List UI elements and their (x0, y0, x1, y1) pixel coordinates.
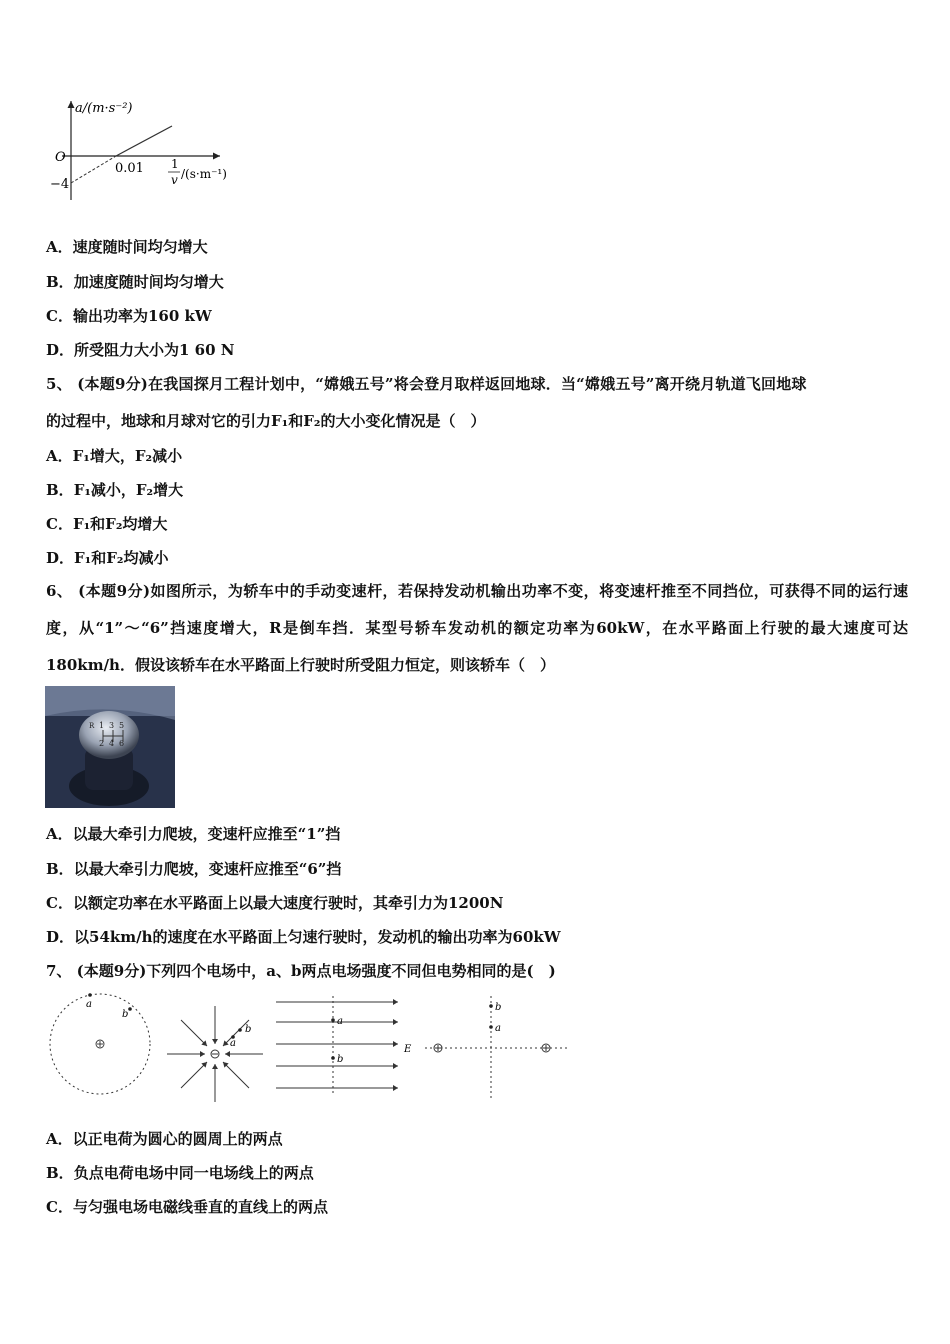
acceleration-graph (40, 95, 260, 207)
x-label-denominator: v (171, 173, 178, 187)
q7-option-c[interactable]: C．与匀强电场电磁线垂直的直线上的两点 (46, 1198, 328, 1216)
q6-stem: 6、 (本题9分)如图所示，为轿车中的手动变速杆，若保持发动机输出功率不变，将变速杆推至不同挡位，可获得不同的运行速度，从“1”～“6”挡速度增大，R是倒车挡．某型号轿车发动机的额定功率为60kW，在水平路面上行驶的最大速度可达180km/h．假设该轿车在水平路面上行驶时所受阻力恒定，则该轿车（ ） (46, 582, 908, 674)
y-intercept-label: −4 (50, 177, 70, 192)
gear-shift-photo (45, 686, 175, 808)
fig4-point-b: b (495, 1002, 502, 1013)
x-tick-label: 0.01 (115, 161, 144, 176)
fig4-point-a: a (495, 1023, 501, 1034)
q6-option-a[interactable]: A．以最大牵引力爬坡，变速杆应推至“1”挡 (46, 825, 341, 843)
q5-stem-line2: 的过程中，地球和月球对它的引力F₁和F₂的大小变化情况是（ ） (46, 412, 486, 430)
q6-option-b[interactable]: B．以最大牵引力爬坡，变速杆应推至“6”挡 (46, 860, 342, 878)
fig3-point-b: b (337, 1054, 344, 1065)
q5-option-d[interactable]: D．F₁和F₂均减小 (46, 549, 169, 567)
q4-option-c[interactable]: C．输出功率为160 kW (46, 307, 212, 325)
q7-option-a[interactable]: A．以正电荷为圆心的圆周上的两点 (46, 1130, 283, 1148)
gear-label-1: 1 (99, 721, 105, 730)
q6-option-c[interactable]: C．以额定功率在水平路面上以最大速度行驶时，其牵引力为1200N (46, 894, 504, 912)
gear-label-6: 6 (119, 739, 125, 748)
q4-option-a[interactable]: A．速度随时间均匀增大 (46, 238, 208, 256)
origin-label: O (55, 150, 66, 165)
fig3-point-a: a (337, 1016, 343, 1027)
q7-stem: 7、 (本题9分)下列四个电场中，a、b两点电场强度不同但电势相同的是( ) (46, 962, 556, 980)
fig2-point-b: b (245, 1024, 252, 1035)
fig1-point-b: b (122, 1009, 129, 1020)
y-axis-label: a/(m·s⁻²) (75, 101, 133, 116)
fig2-point-a: a (230, 1038, 236, 1049)
q4-option-d[interactable]: D．所受阻力大小为1 60 N (46, 341, 235, 359)
q7-option-b[interactable]: B．负点电荷电场中同一电场线上的两点 (46, 1164, 314, 1182)
fig3-field-label: E (404, 1044, 412, 1055)
gear-label-r: R (89, 722, 95, 730)
figure-negative-charge (167, 1006, 263, 1102)
gear-label-3: 3 (109, 721, 115, 730)
gear-label-2: 2 (99, 739, 105, 748)
fig1-point-a: a (86, 999, 92, 1010)
q5-option-a[interactable]: A．F₁增大，F₂减小 (46, 447, 183, 465)
figure-positive-charge-circle (50, 993, 150, 1094)
x-label-unit: /(s·m⁻¹) (181, 167, 227, 181)
gear-label-5: 5 (119, 721, 125, 730)
solid-segment (116, 126, 172, 156)
q6-option-d[interactable]: D．以54km/h的速度在水平路面上匀速行驶时，发动机的输出功率为60kW (46, 928, 561, 946)
q5-stem-line1: 5、 (本题9分)在我国探月工程计划中，“嫦娥五号”将会登月取样返回地球．当“嫦娥五号”离开绕月轨道飞回地球 (46, 375, 807, 393)
x-label-numerator: 1 (171, 157, 179, 171)
electric-field-figures (40, 992, 580, 1104)
figure-uniform-field (276, 996, 398, 1096)
q5-option-b[interactable]: B．F₁减小，F₂增大 (46, 481, 184, 499)
dashed-segment (71, 156, 116, 183)
q5-option-c[interactable]: C．F₁和F₂均增大 (46, 515, 168, 533)
q4-option-b[interactable]: B．加速度随时间均匀增大 (46, 273, 224, 291)
gear-label-4: 4 (109, 739, 115, 748)
